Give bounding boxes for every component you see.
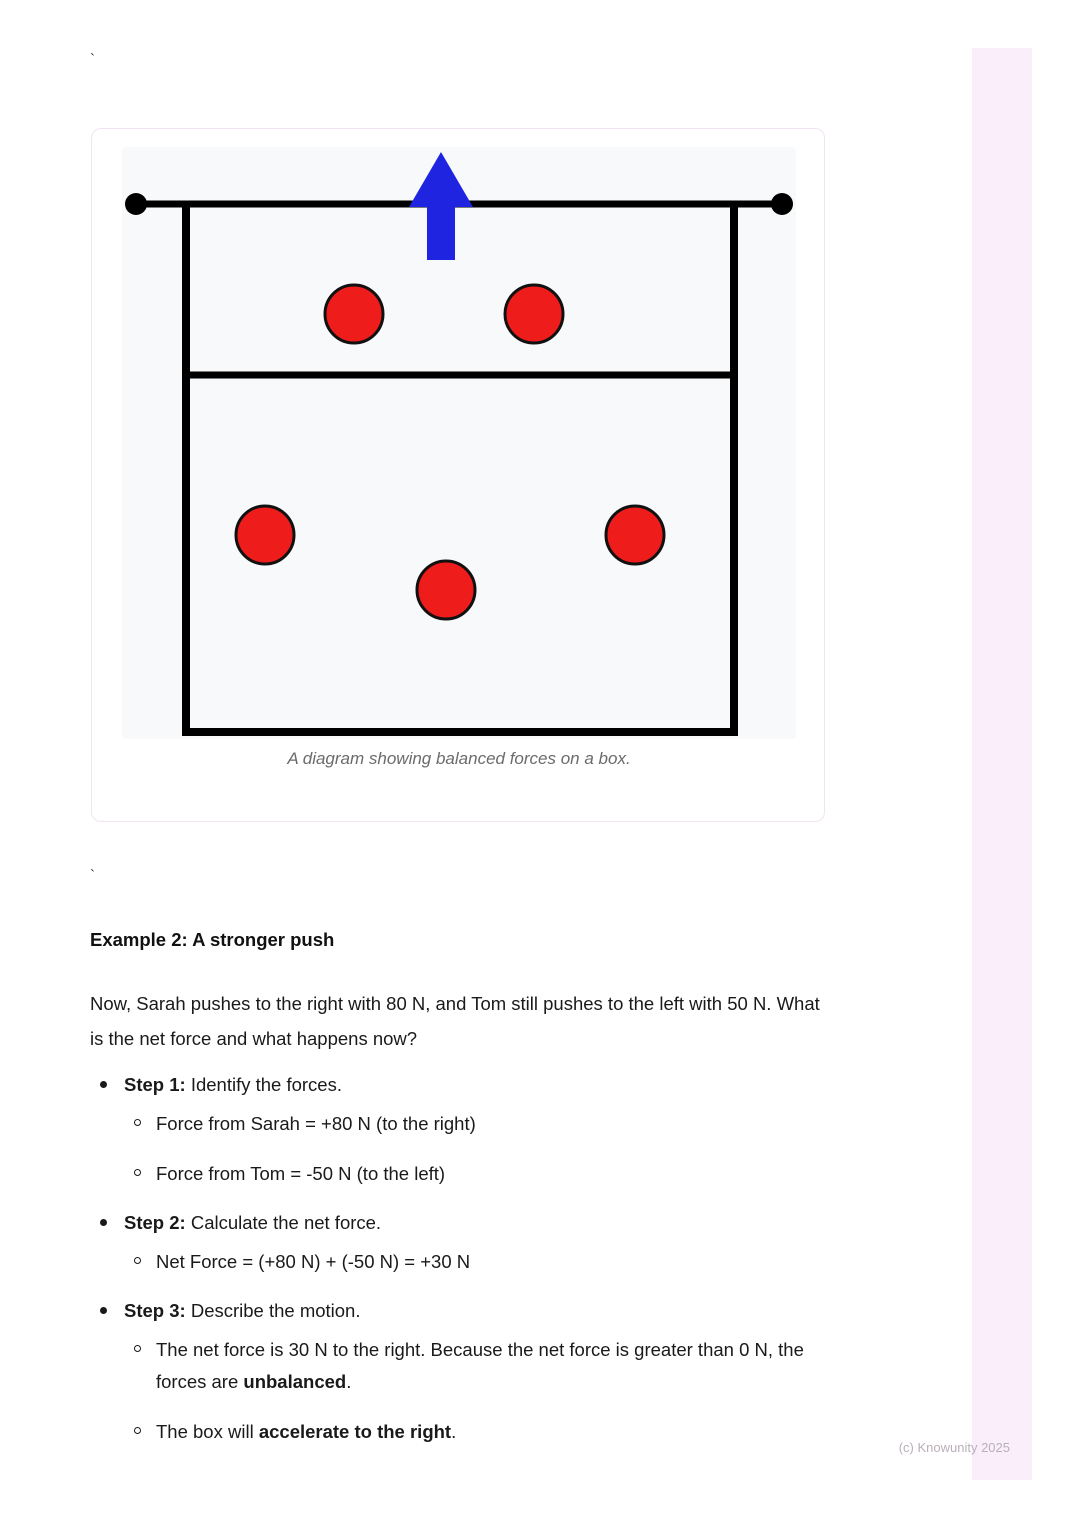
figure-card	[91, 128, 825, 822]
substep-suffix: .	[346, 1371, 352, 1392]
list-item	[124, 1334, 850, 1398]
list-item	[90, 1072, 850, 1190]
section-heading: Example 2: A stronger push	[90, 929, 335, 950]
watermark: (c) Knowunity 2025	[898, 1440, 1010, 1455]
right-anchor-dot	[771, 193, 793, 215]
step-label: Step 1:	[124, 1074, 186, 1095]
steps-list	[90, 1072, 850, 1468]
tick-mark-top: `	[90, 51, 95, 68]
step-line	[124, 1298, 850, 1324]
list-item	[90, 1298, 850, 1448]
step-text: Identify the forces.	[185, 1074, 342, 1095]
list-item	[124, 1108, 850, 1140]
figure-caption: A diagram showing balanced forces on a box.	[287, 749, 631, 768]
left-anchor-dot	[125, 193, 147, 215]
list-item	[124, 1416, 850, 1448]
list-item	[90, 1210, 850, 1278]
step-line	[124, 1072, 850, 1098]
list-item	[124, 1246, 850, 1278]
force-arrow-up	[409, 152, 473, 260]
intro-paragraph: Now, Sarah pushes to the right with 80 N, and Tom still pushes to the left with 50 N. What is the net force and what happens now?	[90, 993, 820, 1049]
step-line	[124, 1210, 850, 1236]
step-label: Step 2:	[124, 1212, 186, 1233]
page-side-strip	[972, 48, 1032, 1480]
step-text: Calculate the net force.	[185, 1212, 382, 1233]
substep-text: The net force is 30 N to the right. Because the net force is greater than 0 N, the forces are	[156, 1339, 804, 1392]
substep-text: The box will	[156, 1421, 259, 1442]
substep-suffix: .	[451, 1421, 457, 1442]
tick-mark-middle: `	[90, 867, 95, 884]
substep-text: Force from Sarah = +80 N (to the right)	[156, 1113, 476, 1134]
figure-image-area	[122, 147, 796, 739]
step-label: Step 3:	[124, 1300, 186, 1321]
substep-emphasis: unbalanced	[243, 1371, 347, 1392]
balanced-forces-diagram	[122, 147, 796, 739]
substep-emphasis: accelerate to the right	[258, 1421, 452, 1442]
list-item	[124, 1158, 850, 1190]
substep-text: Net Force = (+80 N) + (-50 N) = +30 N	[156, 1251, 471, 1272]
substep-text: Force from Tom = -50 N (to the left)	[156, 1163, 446, 1184]
step-text: Describe the motion.	[185, 1300, 361, 1321]
